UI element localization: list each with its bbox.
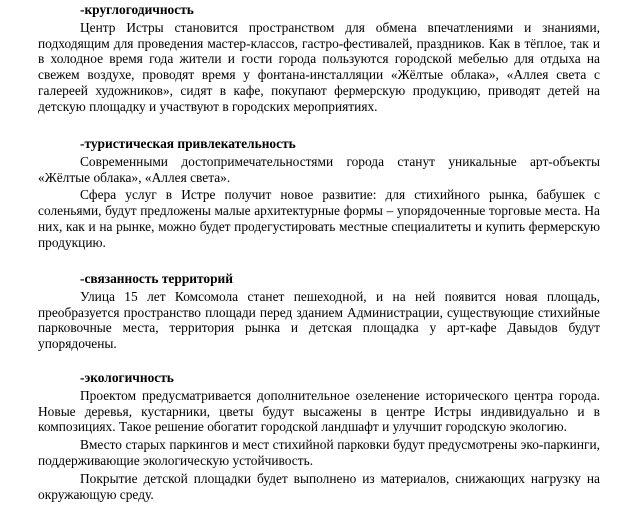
section-tourist-appeal (38, 136, 600, 251)
section-heading: -связанность территорий (80, 271, 233, 286)
paragraph: Покрытие детской площадки будет выполнено из материалов, снижающих нагрузку на окружающую среду. (38, 470, 600, 502)
paragraph: Улица 15 лет Комсомола станет пешеходной, и на ней появится новая площадь, преобразуется пространство площади перед зданием Администрации, существующие стихийные парковочные места, территория рынка и детская площадка у арт-кафе Давыдов будут упорядочены. (38, 288, 600, 352)
paragraph: Сфера услуг в Истре получит новое развитие: для стихийного рынка, бабушек с соленьями, будут предложены малые архитектурные формы – упорядоченные торговые места. На них, как и на рынке, можно будет продегустировать местные специалитеты и купить фермерскую продукцию. (38, 187, 600, 250)
section-heading: -круглогодичность (80, 2, 194, 17)
section-ecology (38, 370, 600, 502)
section-territory-connectivity (38, 271, 600, 352)
paragraph: Современными достопримечательностями города станут уникальные арт-объекты «Жёлтые облака», «Аллея света». (38, 153, 600, 185)
paragraph: Вместо старых паркингов и мест стихийной парковки будут предусмотрены эко-паркинги, поддерживающие экологическую устойчивость. (38, 437, 600, 468)
paragraph: Центр Истры становится пространством для обмена впечатлениями и знаниями, подходящим для проведения мастер-классов, гастро-фестивалей, праздников. Как в тёплое, так и в холодное время года жители и гости города пользуются городской мебелью для отдыха на свежем воздухе, проводят время у фонтана-инсталляции «Жёлтые облака», «Аллея света с галереей художников», сидят в кафе, покупают фермерскую продукцию, приводят детей на детскую площадку и участвуют в городских мероприятиях. (38, 19, 600, 114)
section-heading: -экологичность (80, 370, 174, 385)
paragraph: Проектом предусматривается дополнительное озеленение исторического центра города. Новые деревья, кустарники, цветы будут высажены в центре Истры индивидуально и в композициях. Такое решение обогатит городской ландшафт и улучшит городскую экологию. (38, 387, 600, 435)
section-year-round (38, 2, 600, 115)
section-heading: -туристическая привлекательность (80, 136, 296, 151)
